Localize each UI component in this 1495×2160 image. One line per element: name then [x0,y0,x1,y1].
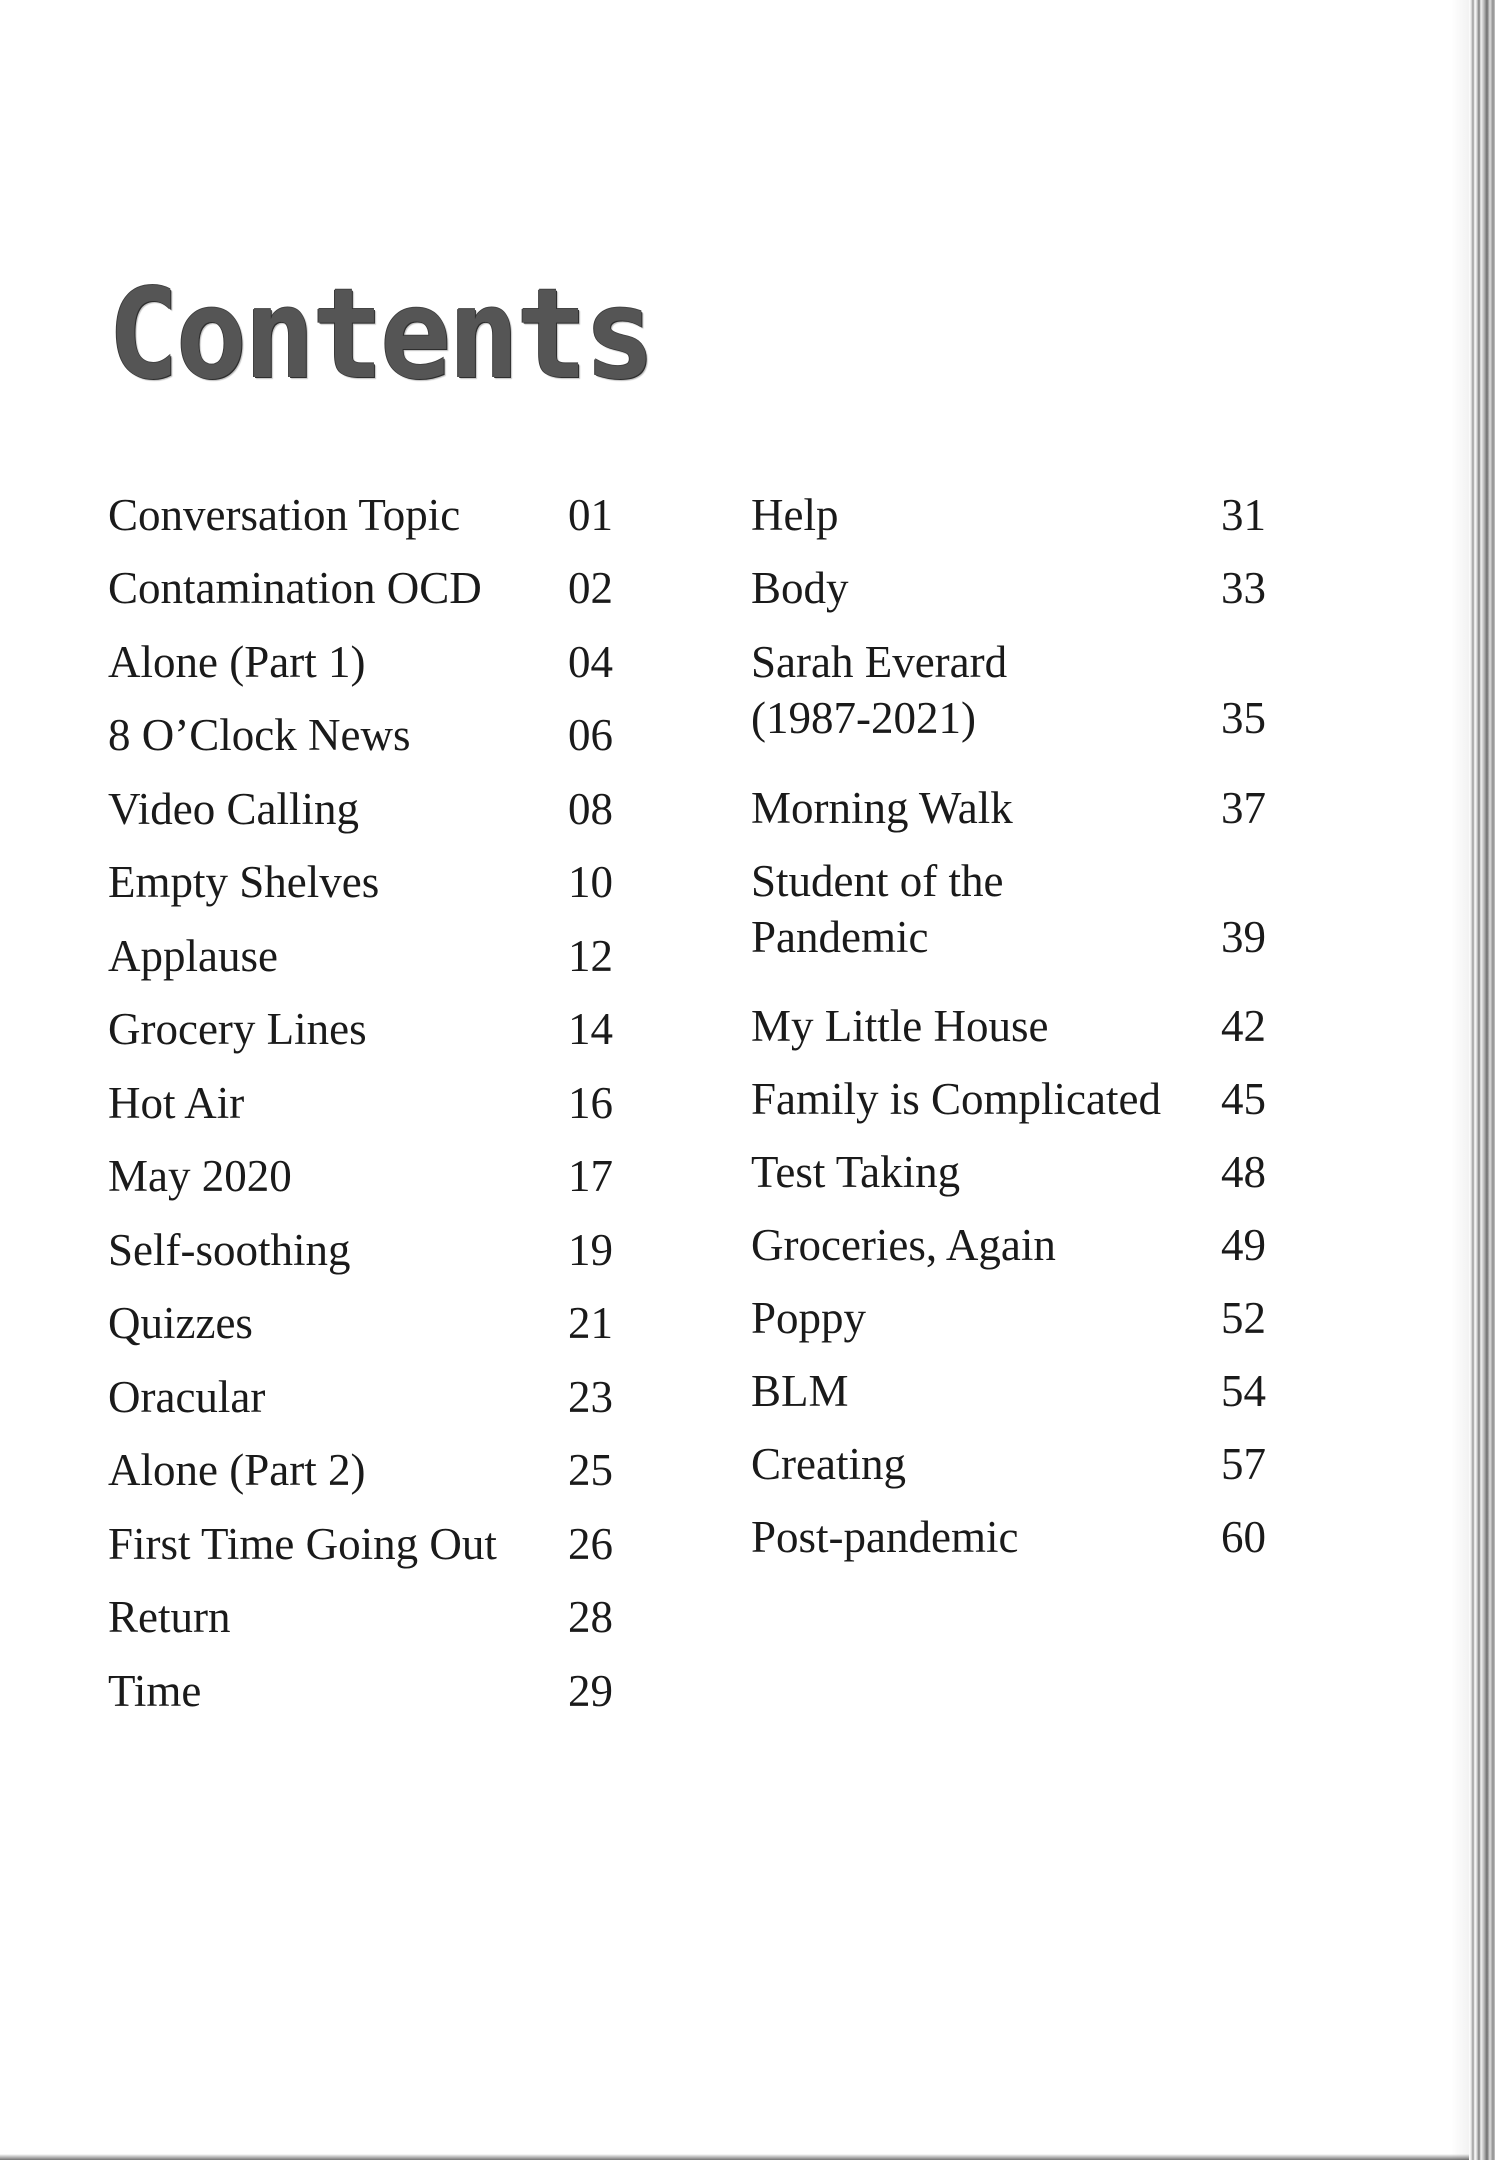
toc-entry-title: Morning Walk [751,783,1013,833]
toc-entry-page: 23 [568,1372,613,1422]
contents-heading: Contents [108,261,653,407]
toc-entry-title: Test Taking [751,1147,961,1197]
toc-entry-page: 19 [568,1225,613,1275]
toc-entry-page: 42 [1221,1001,1266,1051]
toc-entry-title-line: Student of the [751,856,1004,906]
toc-entry-title: Hot Air [108,1078,245,1128]
toc-entry-title: May 2020 [108,1151,292,1201]
toc-entry-title: Family is Complicated [751,1074,1161,1124]
toc-entry-page: 39 [1221,912,1266,962]
toc-entry-page: 35 [1221,693,1266,743]
toc-entry-title: Applause [108,931,278,981]
toc-entry-page: 31 [1221,490,1266,540]
toc-entry-title: Conversation Topic [108,490,461,540]
toc-entry-title: Grocery Lines [108,1004,367,1054]
toc-entry-title-line: Pandemic [751,912,929,962]
toc-entry-page: 33 [1221,563,1266,613]
toc-entry-title: Alone (Part 1) [108,637,366,687]
toc-entry-title: My Little House [751,1001,1049,1051]
toc-entry-page: 54 [1221,1366,1266,1416]
toc-entry-title: Contamination OCD [108,563,482,613]
toc-entry-title [751,853,1003,965]
toc-entry-page: 52 [1221,1293,1266,1343]
toc-entry-page: 12 [568,931,613,981]
toc-entry-page: 60 [1221,1512,1266,1562]
page-edge-shadow [1451,0,1469,2160]
toc-entry-title: BLM [751,1366,849,1416]
toc-entry-title: Poppy [751,1293,867,1343]
toc-entry-title: 8 O’Clock News [108,710,411,760]
toc-entry-title: Alone (Part 2) [108,1445,366,1495]
toc-entry-title: Oracular [108,1372,266,1422]
toc-entry-page: 25 [568,1445,613,1495]
toc-entry-page: 49 [1221,1220,1266,1270]
toc-entry-page: 01 [568,490,613,540]
toc-entry-title [751,634,1007,746]
bottom-shadow [0,2154,1469,2160]
toc-entry-title: Creating [751,1439,906,1489]
toc-entry-title: Help [751,490,839,540]
toc-entry-page: 08 [568,784,613,834]
page-edge [1469,0,1495,2160]
toc-entry-page: 29 [568,1666,613,1716]
toc-entry-page: 28 [568,1592,613,1642]
toc-entry-title: Video Calling [108,784,360,834]
toc-entry-title: Empty Shelves [108,857,380,907]
toc-entry-page: 16 [568,1078,613,1128]
toc-entry-page: 04 [568,637,613,687]
toc-entry-page: 06 [568,710,613,760]
toc-entry-title: Time [108,1666,202,1716]
toc-entry-page: 21 [568,1298,613,1348]
toc-entry-page: 10 [568,857,613,907]
toc-entry-title: Return [108,1592,231,1642]
toc-entry-page: 37 [1221,783,1266,833]
toc-entry-title: Body [751,563,849,613]
toc-entry-title-line: (1987-2021) [751,693,976,743]
toc-entry-title: Self-soothing [108,1225,351,1275]
toc-entry-page: 02 [568,563,613,613]
toc-entry-title-line: Sarah Everard [751,637,1008,687]
toc-entry-page: 26 [568,1519,613,1569]
toc-entry-page: 14 [568,1004,613,1054]
toc-entry-page: 57 [1221,1439,1266,1489]
toc-entry-page: 48 [1221,1147,1266,1197]
toc-entry-title: First Time Going Out [108,1519,497,1569]
toc-entry-title: Groceries, Again [751,1220,1056,1270]
toc-entry-title: Post-pandemic [751,1512,1019,1562]
toc-entry-title: Quizzes [108,1298,253,1348]
toc-entry-page: 45 [1221,1074,1266,1124]
toc-entry-page: 17 [568,1151,613,1201]
